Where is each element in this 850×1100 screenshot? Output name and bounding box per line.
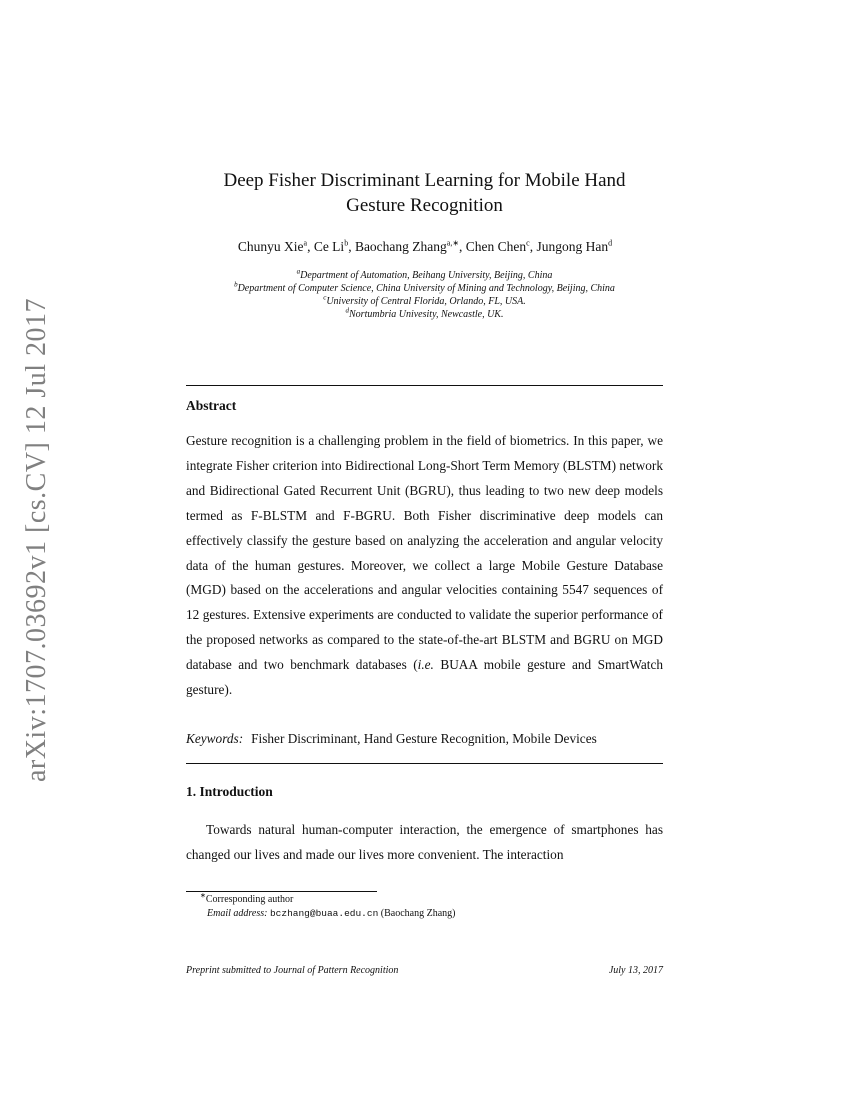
- title-line-1: Deep Fisher Discriminant Learning for Mobile Hand: [223, 170, 626, 191]
- affiliation-list: [186, 269, 663, 321]
- preprint-date: July 13, 2017: [608, 965, 663, 976]
- paper-title: [186, 168, 663, 218]
- section-heading-introduction: 1. Introduction: [186, 784, 273, 799]
- author-list: [150, 239, 700, 255]
- affiliation: $^a$Department of Automation, Beihang University, Beijing, China: [296, 267, 553, 281]
- keywords: [186, 731, 663, 747]
- footnote-corresponding: ∗Corresponding author: [200, 891, 294, 905]
- author: Jungong Han$^d$: [536, 238, 613, 254]
- email-link[interactable]: bczhang@buaa.edu.cn: [269, 908, 379, 919]
- footnote-rule: [186, 891, 377, 892]
- abstract-top-rule: [186, 385, 663, 386]
- author: Chunyu Xie$^a$,: [237, 238, 314, 254]
- author: Chen Chen$^c$,: [465, 238, 537, 254]
- abstract-heading: Abstract: [186, 398, 237, 413]
- affiliation: $^c$University of Central Florida, Orlando, FL, USA.: [323, 293, 526, 307]
- title-line-2: Gesture Recognition: [346, 195, 503, 216]
- abstract-bottom-rule: [186, 763, 663, 764]
- footnote: [200, 893, 456, 921]
- keywords-text: Fisher Discriminant, Hand Gesture Recognition, Mobile Devices: [251, 731, 597, 746]
- preprint-note: Preprint submitted to Journal of Pattern Recognition: [186, 965, 399, 976]
- affiliation: $^b$Department of Computer Science, China University of Mining and Technology, Beijing, China: [234, 280, 615, 294]
- abstract-text: Gesture recognition is a challenging problem in the field of biometrics. In this paper, we integrate Fisher criterion into Bidirectional Long-Short Term Memory (BLSTM) network and Bidirectional Gated Recurrent Unit (BGRU), thus leading to two new deep models termed as F-BLSTM and F-BGRU. Both Fisher discriminative deep models can effectively classify the gesture based on analyzing the acceleration and angular velocity data of the human gestures. Moreover, we collect a large Mobile Gesture Database (MGD) based on the accelerations and angular velocities containing 5547 sequences of 12 gestures. Extensive experiments are conducted to validate the superior performance of the proposed networks as compared to the state-of-the-art BLSTM and BGRU on MGD database and two benchmark databases (i.e. BUAA mobile gesture and SmartWatch gesture).: [186, 433, 663, 698]
- footnote-email: Email address: bczhang@buaa.edu.cn (Baochang Zhang): [207, 908, 456, 919]
- introduction-text: Towards natural human-computer interaction, the emergence of smartphones has changed our lives and made our lives more convenient. The interaction: [186, 822, 663, 862]
- affiliation: $^d$Nortumbria Univesity, Newcastle, UK.: [345, 306, 504, 320]
- author: Ce Li$^b$,: [313, 238, 355, 254]
- keywords-label: Keywords:: [186, 731, 244, 746]
- arxiv-identifier-stamp: arXiv:1707.03692v1 [cs.CV] 12 Jul 2017: [21, 297, 52, 783]
- author: Baochang Zhang$^{a,∗}$,: [354, 238, 466, 254]
